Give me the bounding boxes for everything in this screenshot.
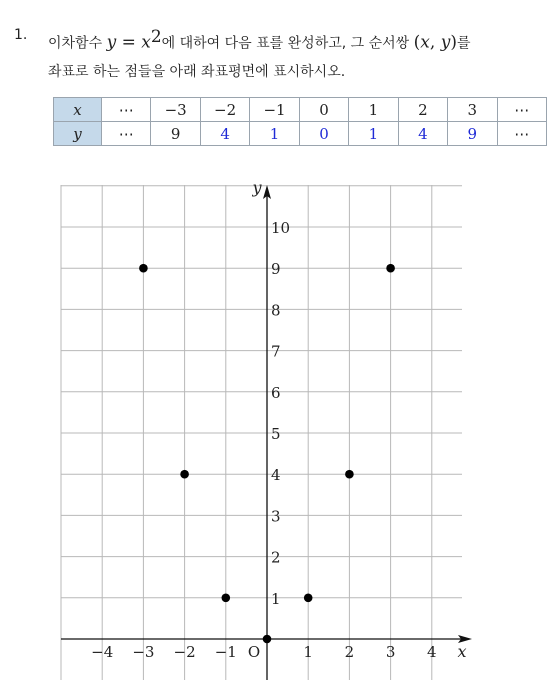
x-tick-label: 4 [427, 643, 437, 661]
table-cell-x: −2 [200, 98, 249, 122]
table-cell-x: 1 [349, 98, 398, 122]
table-cell-x: 2 [398, 98, 447, 122]
x-tick-label: −2 [173, 643, 196, 661]
tick-labels [91, 178, 466, 661]
table-header-y: y [54, 122, 102, 146]
equation-eq: = [116, 32, 142, 53]
data-point [345, 470, 354, 479]
table-cell-x: 0 [299, 98, 348, 122]
table-cell-y: ⋯ [497, 122, 547, 146]
data-point [263, 635, 272, 644]
y-tick-label: 8 [271, 301, 281, 320]
x-tick-label: 3 [385, 643, 396, 661]
problem-text-before: 이차함수 [48, 35, 103, 52]
x-tick-label: −4 [91, 643, 114, 661]
x-axis-label: x [457, 642, 467, 661]
y-tick-label: 1 [271, 589, 281, 608]
problem-text-end: 를 [456, 35, 471, 52]
equation-exp: 2 [150, 27, 162, 47]
data-point [222, 594, 231, 603]
problem-text-middle: 에 대하여 다음 표를 완성하고, 그 순서쌍 [161, 35, 410, 52]
pair-x: x [420, 32, 430, 53]
y-tick-label: 7 [271, 342, 281, 361]
y-tick-label: 4 [271, 466, 281, 485]
problem-number: 1. [14, 27, 28, 43]
table-cell-y-answer: 0 [299, 122, 348, 146]
table-cell-y-answer: 9 [448, 122, 497, 146]
table-cell-y-answer: 4 [200, 122, 249, 146]
table-cell-x: ⋯ [497, 98, 547, 122]
y-tick-label: 2 [271, 548, 281, 567]
y-tick-label: 6 [271, 383, 281, 402]
x-tick-label: −1 [214, 643, 237, 661]
table-cell-y: ⋯ [102, 122, 151, 146]
origin-label: O [247, 643, 261, 661]
equation-base: x [141, 32, 151, 53]
pair-close: ) [450, 32, 457, 53]
pair-y: y [440, 32, 451, 53]
data-point [139, 264, 148, 273]
y-tick-label: 5 [271, 425, 281, 443]
table-cell-x: ⋯ [102, 98, 151, 122]
x-tick-label: 1 [303, 643, 313, 661]
equation-lhs: y [106, 32, 117, 53]
table-cell-x: −1 [250, 98, 299, 122]
grid [61, 185, 462, 680]
y-tick-label: 10 [271, 219, 291, 237]
x-tick-label: −3 [132, 643, 155, 661]
data-point [304, 594, 313, 603]
y-tick-label: 9 [271, 260, 281, 279]
y-tick-label: 3 [271, 507, 281, 526]
table-cell-y-answer: 1 [349, 122, 398, 146]
pair-sep: , [429, 32, 441, 53]
problem-line-2: 좌표로 하는 점들을 아래 좌표평면에 표시하시오. [48, 64, 346, 80]
table-cell-x: −3 [151, 98, 200, 122]
table-cell-x: 3 [448, 98, 497, 122]
pair-open: ( [413, 32, 421, 53]
table-cell-y: 9 [151, 122, 200, 146]
table-header-x: x [54, 98, 102, 122]
table-cell-y-answer: 1 [250, 122, 299, 146]
data-point [386, 264, 395, 273]
x-tick-label: 2 [344, 643, 355, 661]
y-axis-label: y [252, 178, 262, 197]
table-cell-y-answer: 4 [398, 122, 447, 146]
data-point [180, 470, 189, 479]
